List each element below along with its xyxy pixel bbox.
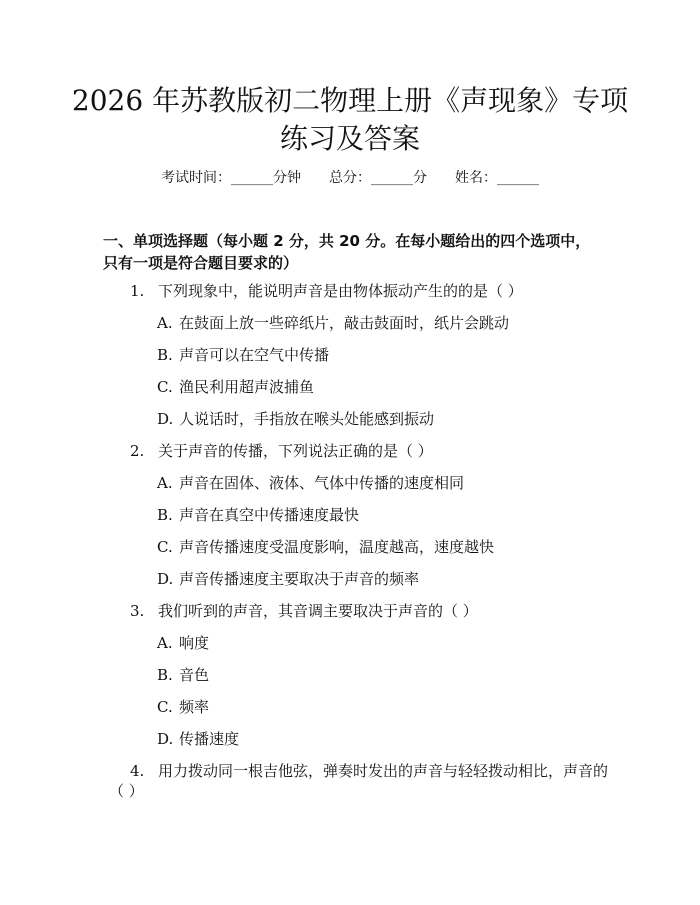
question-3-option-b [157,665,209,685]
question-1-option-d [157,409,434,429]
option-text: 声音可以在空气中传播 [179,346,330,364]
option-text: 声音在真空中传播速度最快 [179,506,360,524]
option-letter: B. [157,666,173,684]
question-text: 关于声音的传播，下列说法正确的是（ ） [158,442,433,460]
option-text: 人说话时，手指放在喉头处能感到振动 [179,410,435,428]
option-text: 传播速度 [179,730,240,748]
option-letter: B. [157,346,173,364]
document-title-line-2: 练习及答案 [279,122,420,155]
question-4 [130,761,608,781]
exam-time-field: 考试时间：______分钟 [161,170,301,186]
question-3-option-c [157,697,209,717]
option-text: 响度 [179,634,210,652]
option-letter: D. [157,410,174,428]
question-number: 2. [130,442,145,460]
option-text: 声音传播速度受温度影响，温度越高，速度越快 [179,538,495,556]
question-number: 3. [130,602,145,620]
option-text: 声音在固体、液体、气体中传播的速度相同 [179,474,465,492]
question-text: 用力拨动同一根吉他弦，弹奏时发出的声音与轻轻拨动相比，声音的 [158,762,609,780]
document-title-line-1: 2026 年苏教版初二物理上册《声现象》专项 [71,84,629,117]
question-text: 我们听到的声音，其音调主要取决于声音的（ ） [158,602,478,620]
option-letter: B. [157,506,173,524]
question-2-option-b [157,505,359,525]
question-4-continuation: （ ） [109,782,144,800]
option-text: 渔民利用超声波捕鱼 [179,378,315,396]
question-3-option-a [157,633,209,653]
option-letter: A. [157,634,173,652]
question-number: 1. [130,282,145,300]
exam-meta [0,168,700,188]
option-letter: A. [157,314,173,332]
option-letter: A. [157,474,173,492]
option-letter: C. [157,378,173,396]
question-1-option-a [157,313,509,333]
question-2 [130,441,433,461]
option-text: 在鼓面上放一些碎纸片，敲击鼓面时，纸片会跳动 [179,314,510,332]
section-heading: 一、单项选择题（每小题 2 分，共 20 分。在每小题给出的四个选项中，只有一项是符合题目要求的） [103,232,591,272]
option-text: 音色 [179,666,210,684]
question-2-option-c [157,537,494,557]
option-letter: C. [157,698,173,716]
question-number: 4. [130,762,145,780]
question-2-option-a [157,473,464,493]
question-1 [130,281,523,301]
question-2-option-d [157,569,419,589]
question-3-option-d [157,729,239,749]
option-letter: C. [157,538,173,556]
option-text: 声音传播速度主要取决于声音的频率 [179,570,420,588]
student-name-field: 姓名：______ [455,170,539,186]
question-1-option-b [157,345,329,365]
option-text: 频率 [179,698,210,716]
question-text: 下列现象中，能说明声音是由物体振动产生的的是（ ） [158,282,523,300]
question-3 [130,601,478,621]
option-letter: D. [157,730,174,748]
total-score-field: 总分：______分 [329,170,427,186]
option-letter: D. [157,570,174,588]
question-1-option-c [157,377,314,397]
